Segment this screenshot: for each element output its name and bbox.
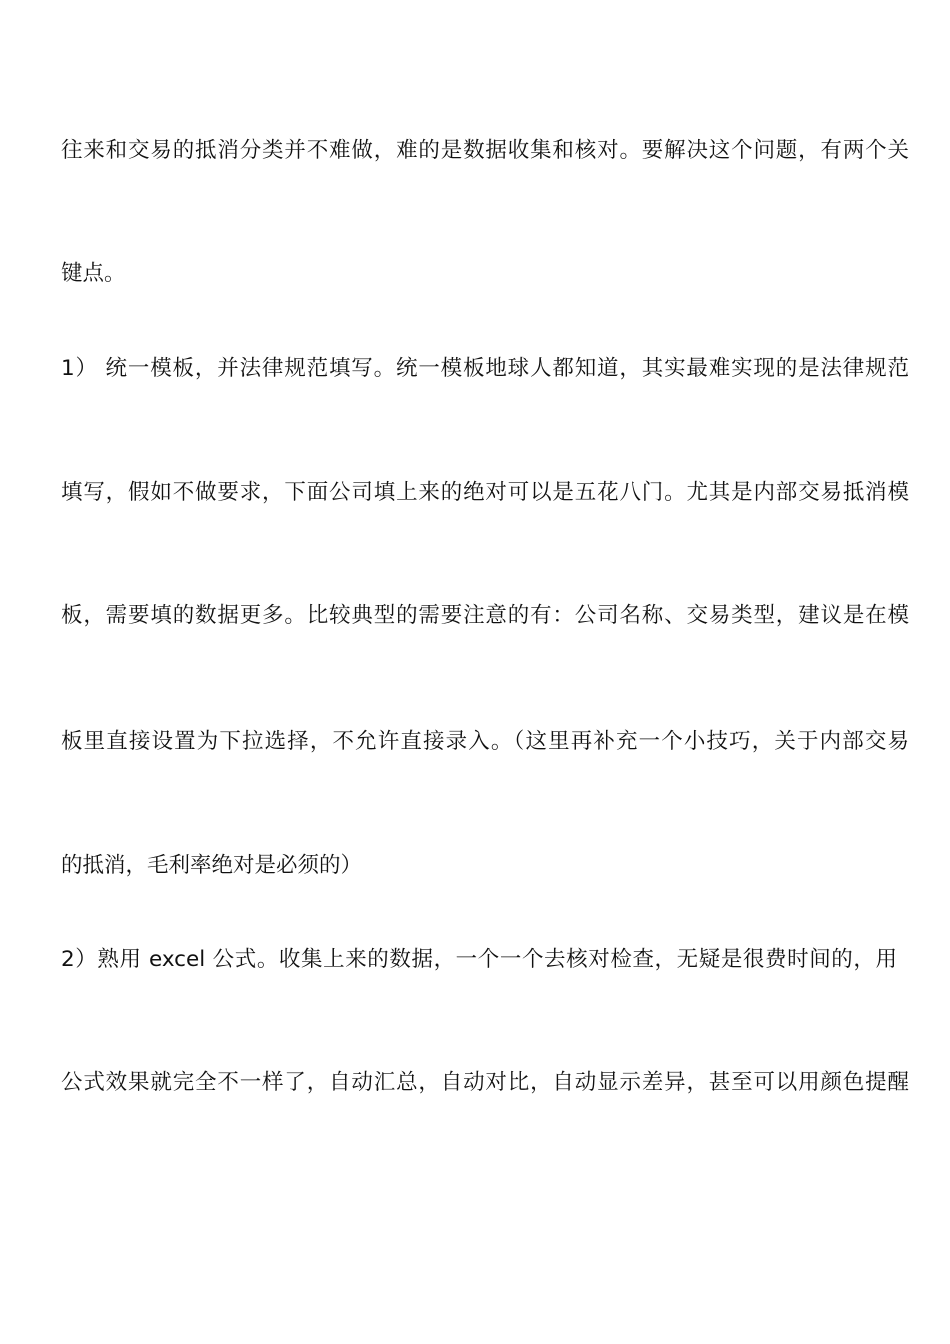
paragraph-line-2: 键点。 (61, 261, 126, 286)
paragraph-line-6: 板里直接设置为下拉选择，不允许直接录入。（这里再补充一个小技巧，关于内部交易 (61, 729, 909, 754)
paragraph-line-7: 的抵消，毛利率绝对是必须的） (61, 853, 363, 878)
paragraph-line-9: 公式效果就完全不一样了，自动汇总，自动对比，自动显示差异，甚至可以用颜色提醒 (61, 1070, 909, 1095)
paragraph-line-5: 板，需要填的数据更多。比较典型的需要注意的有：公司名称、交易类型，建议是在模 (61, 603, 909, 628)
paragraph-line-8: 2）熟用 excel 公式。收集上来的数据，一个一个去核对检查，无疑是很费时间的，用 (61, 947, 897, 972)
paragraph-line-3: 1） 统一模板，并法律规范填写。统一模板地球人都知道，其实最难实现的是法律规范 (61, 356, 909, 381)
paragraph-line-1: 往来和交易的抵消分类并不难做，难的是数据收集和核对。要解决这个问题，有两个关 (61, 138, 909, 163)
paragraph-line-4: 填写，假如不做要求，下面公司填上来的绝对可以是五花八门。尤其是内部交易抵消模 (61, 480, 909, 505)
